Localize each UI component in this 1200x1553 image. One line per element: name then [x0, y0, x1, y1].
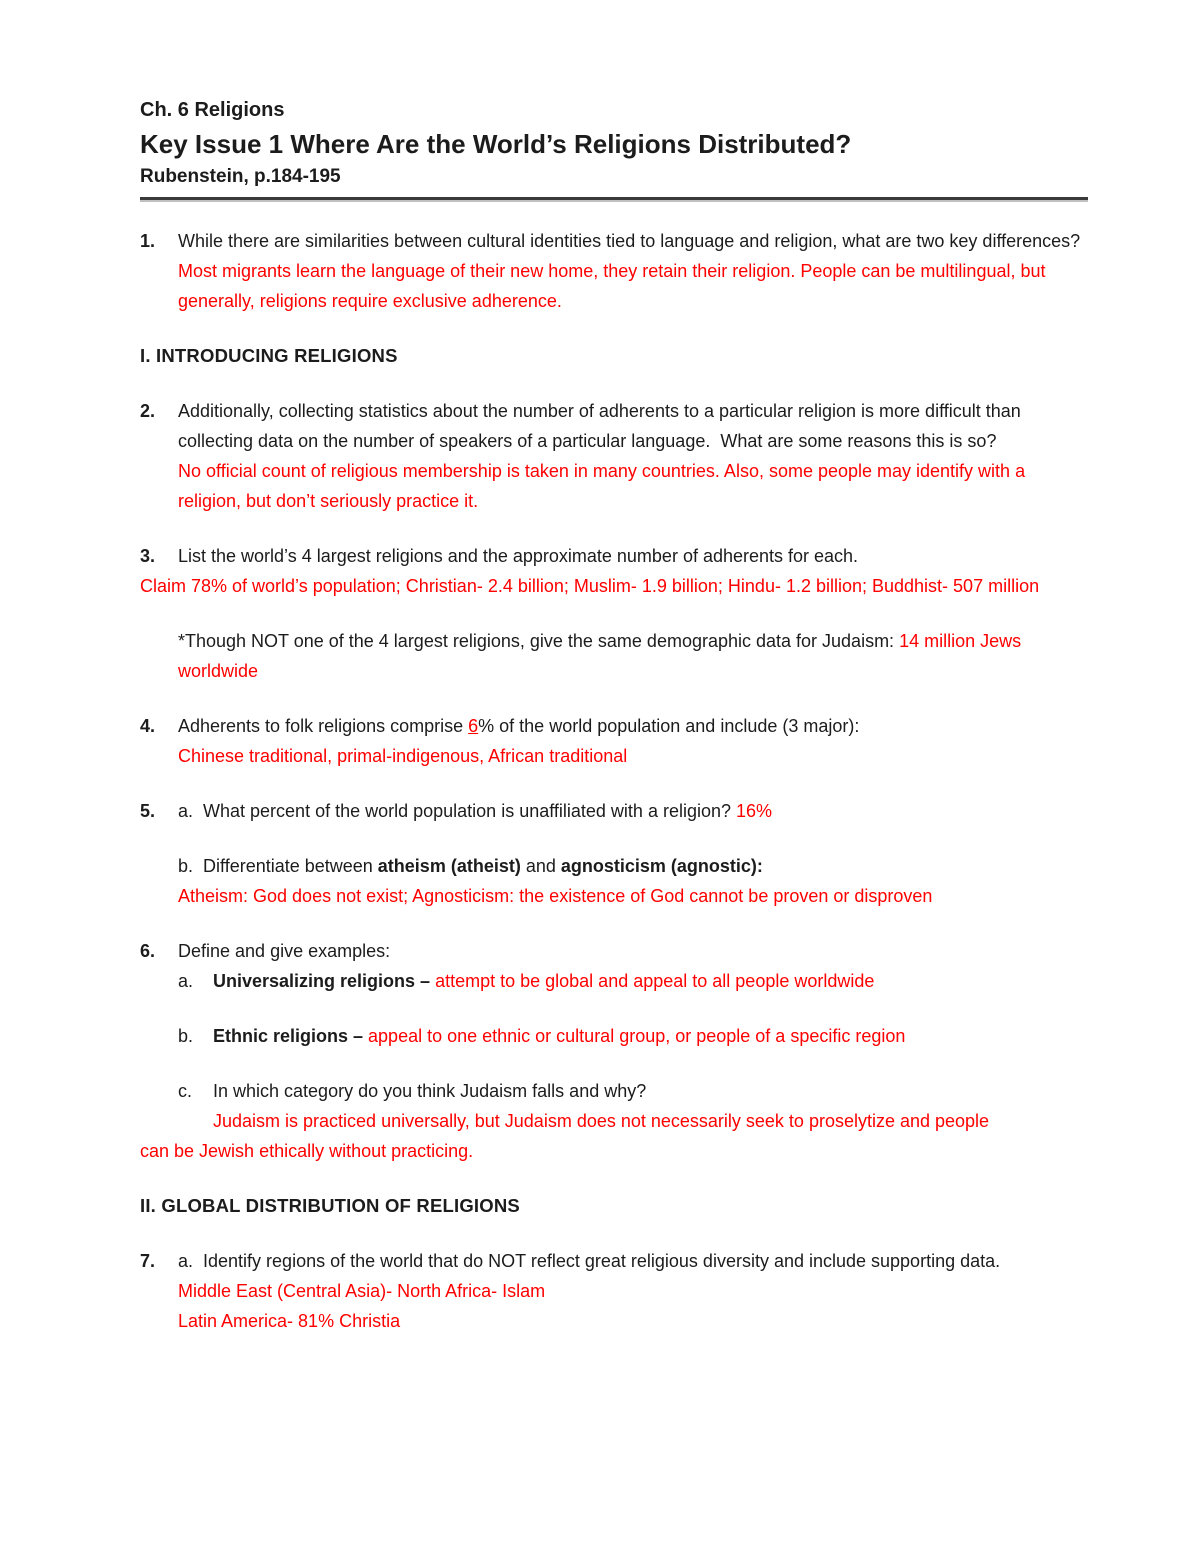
text-segment: Claim 78% of world’s population; Christian- 2.4 billion; Muslim- 1.9 billion; Hindu- 1.2 billion; Buddhist- 507 million	[140, 576, 1040, 596]
question-4-text	[178, 711, 1088, 741]
question-2-text	[178, 396, 1088, 456]
question-1-block	[140, 226, 1088, 316]
answer-5b-text	[178, 881, 1088, 911]
question-1-text	[178, 226, 1088, 256]
text-segment: Latin America- 81% Christia	[178, 1311, 401, 1331]
question-5a-block	[140, 796, 1088, 826]
question-6b-block	[140, 1021, 1088, 1051]
section-heading-2: II. GLOBAL DISTRIBUTION OF RELIGIONS	[140, 1195, 520, 1216]
question-6-number: 6.	[140, 941, 156, 961]
answer-2-text	[178, 456, 1088, 516]
text-segment: Chinese traditional, primal-indigenous, African traditional	[178, 746, 628, 766]
question-6c-block	[140, 1076, 1088, 1166]
question-6b-text	[213, 1021, 1088, 1051]
question-6a-text	[213, 966, 1088, 996]
text-segment: Universalizing religions –	[213, 971, 431, 991]
answer-7-line1	[178, 1276, 1088, 1306]
judaism-note-text	[178, 626, 1088, 686]
question-6c-label: c.	[178, 1081, 193, 1101]
text-segment: Define and give examples:	[178, 941, 391, 961]
text-segment: Judaism is practiced universally, but Judaism does not necessarily seek to proselytize and people	[213, 1111, 990, 1131]
text-segment: 14 million Jews worldwide	[178, 631, 1027, 681]
question-6a-label: a.	[178, 971, 194, 991]
judaism-note-block	[140, 626, 1088, 686]
source-reference: Rubenstein, p.184-195	[140, 164, 1088, 200]
text-segment: Additionally, collecting statistics about the number of adherents to a particular religion is more difficult than collecting data on the number of speakers of a particular language. What are some reasons this is so?	[178, 401, 1026, 451]
answer-4-text	[178, 741, 1088, 771]
question-6-block	[140, 936, 1088, 996]
text-segment: Most migrants learn the language of their new home, they retain their religion. People can be multilingual, but generally, religions require exclusive adherence.	[178, 261, 1051, 311]
question-6c-text	[213, 1076, 1088, 1106]
text-segment: atheism (atheist)	[377, 856, 521, 876]
question-7-block	[140, 1246, 1088, 1336]
text-segment: b. Differentiate between	[178, 856, 378, 876]
question-3-number: 3.	[140, 546, 156, 566]
question-2-block	[140, 396, 1088, 516]
text-segment: a. What percent of the world population is unaffiliated with a religion?	[178, 801, 736, 821]
question-5-number: 5.	[140, 801, 156, 821]
question-3-text	[178, 541, 1088, 571]
text-segment: Ethnic religions –	[213, 1026, 364, 1046]
text-segment: List the world’s 4 largest religions and the approximate number of adherents for each.	[178, 546, 859, 566]
text-segment: Middle East (Central Asia)- North Africa- Islam	[178, 1281, 546, 1301]
text-segment: While there are similarities between cultural identities tied to language and religion, what are two key differences?	[178, 231, 1081, 251]
answer-7-line2	[178, 1306, 1088, 1336]
question-6b-label: b.	[178, 1026, 194, 1046]
chapter-heading: Ch. 6 Religions	[140, 99, 285, 121]
question-7-text	[178, 1246, 1088, 1276]
question-5b-block	[140, 851, 1088, 911]
text-segment: Adherents to folk religions comprise	[178, 716, 469, 736]
text-segment: can be Jewish ethically without practicing.	[140, 1141, 474, 1161]
text-segment: % of the world population and include (3 major):	[478, 716, 860, 736]
question-5b-text	[178, 851, 1088, 881]
question-6-lead-text	[178, 936, 1088, 966]
question-5a-text	[178, 796, 1088, 826]
answer-6c-line1	[213, 1106, 1088, 1136]
text-segment: 16%	[736, 801, 773, 821]
question-4-block	[140, 711, 1088, 771]
answer-6c-line2	[140, 1136, 1088, 1166]
question-1-number: 1.	[140, 231, 156, 251]
question-4-number: 4.	[140, 716, 156, 736]
answer-3-text	[140, 571, 1088, 601]
text-segment: In which category do you think Judaism falls and why?	[213, 1081, 647, 1101]
text-segment: and	[520, 856, 561, 876]
text-segment: attempt to be global and appeal to all people worldwide	[430, 971, 875, 991]
text-segment: Atheism: God does not exist; Agnosticism: the existence of God cannot be proven or disproven	[178, 886, 933, 906]
answer-1-text	[178, 256, 1088, 316]
text-segment: No official count of religious membership is taken in many countries. Also, some people may identify with a religion, but don’t seriously practice it.	[178, 461, 1031, 511]
text-segment: agnosticism (agnostic):	[560, 856, 763, 876]
page-title: Key Issue 1 Where Are the World’s Religions Distributed?	[140, 129, 852, 159]
text-segment: *Though NOT one of the 4 largest religions, give the same demographic data for Judaism:	[178, 631, 900, 651]
section-heading-1: I. INTRODUCING RELIGIONS	[140, 345, 398, 366]
text-segment: 6	[468, 716, 479, 736]
question-2-number: 2.	[140, 401, 156, 421]
text-segment: appeal to one ethnic or cultural group, or people of a specific region	[363, 1026, 906, 1046]
question-7-number: 7.	[140, 1251, 156, 1271]
text-segment: a. Identify regions of the world that do NOT reflect great religious diversity and include supporting data.	[178, 1251, 1001, 1271]
question-3-block	[140, 541, 1088, 601]
